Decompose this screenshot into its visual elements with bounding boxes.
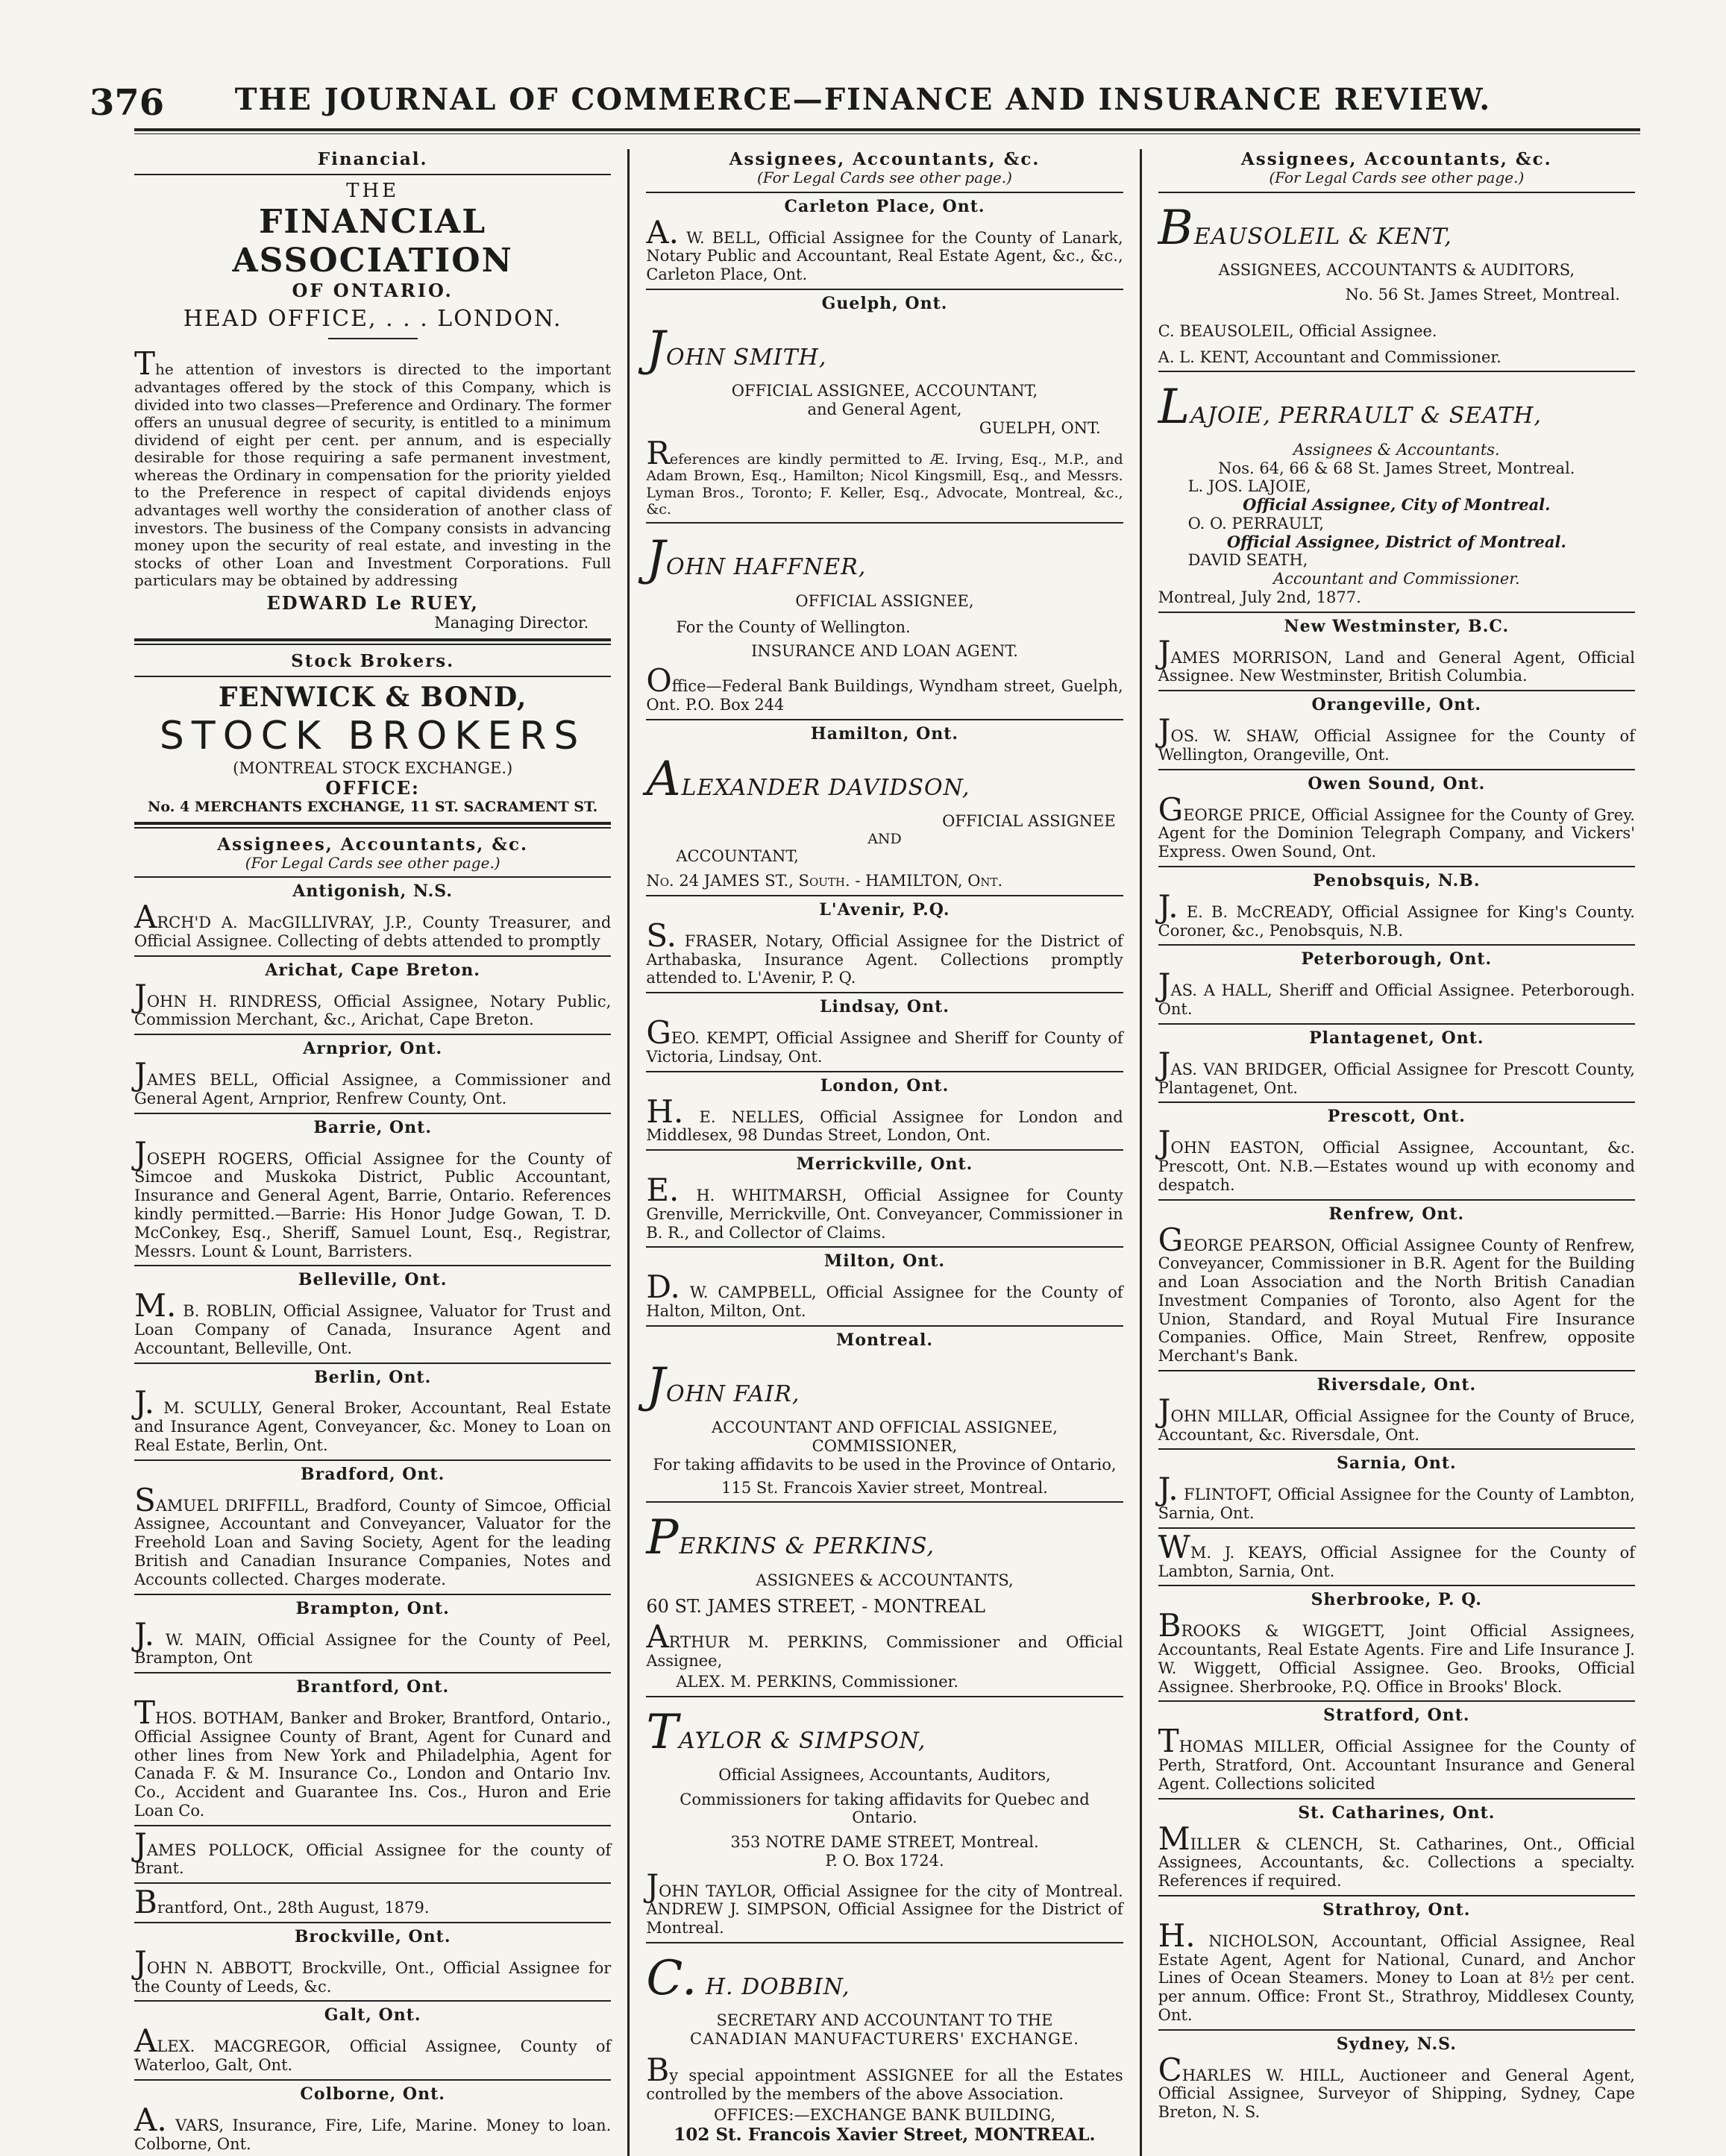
city-heading: Owen Sound, Ont. — [1308, 773, 1486, 793]
city-heading: Belleville, Ont. — [298, 1270, 448, 1290]
section-head-stock-brokers: Stock Brokers. — [291, 651, 455, 672]
card-line: OFFICIAL ASSIGNEE, ACCOUNTANT, — [731, 382, 1038, 400]
column-2 — [646, 149, 1123, 2156]
card-line: A. L. KENT, Accountant and Commissioner. — [1158, 348, 1501, 366]
card-name: ALEXANDER DAVIDSON, — [646, 751, 970, 807]
city-heading: Hamilton, Ont. — [810, 723, 959, 744]
city-heading: Colborne, Ont. — [300, 2084, 445, 2104]
listing: JAMES POLLOCK, Official Assignee for the county of Brant. — [134, 1826, 612, 1878]
divider — [646, 1246, 1123, 1248]
header-rule — [134, 128, 1640, 134]
ad-title-fenwick-bond: FENWICK & BOND, — [218, 682, 527, 714]
ad-the: THE — [346, 180, 400, 203]
listing: Brantford, Ont., 28th August, 1879. — [134, 1884, 430, 1921]
listing: S. FRASER, Notary, Official Assignee for the District of Arthabaska, Insurance Agent. Collections promptly attended to. L'Avenir, P. Q. — [646, 917, 1123, 987]
divider — [134, 955, 611, 957]
card-line: AND — [867, 830, 902, 847]
card-line: and General Agent, — [807, 400, 962, 419]
card-line: OFFICIAL ASSIGNEE — [942, 812, 1116, 831]
divider — [134, 1594, 611, 1595]
divider — [1158, 769, 1635, 770]
card-line: Official Assignee, District of Montreal. — [1226, 532, 1566, 551]
card-line: Accountant and Commissioner. — [1272, 570, 1520, 588]
section-head-assignees: Assignees, Accountants, &c. — [1240, 149, 1552, 169]
divider — [328, 338, 418, 339]
section-head-assignees: Assignees, Accountants, &c. — [729, 149, 1041, 169]
page-number: 376 — [90, 82, 165, 124]
divider — [1158, 371, 1635, 372]
card-line: For the County of Wellington. — [676, 617, 911, 636]
listing: THOS. BOTHAM, Banker and Broker, Brantford, Ontario., Official Assignee County of Brant, Agent for Cunard and other lines from New York and Philadelphia, Agent for Canada F. & M. Insurance Co., London and Ontario Inv. Co., Accident and Guarantee Ins. Cos., Huron and Erie Loan Co. — [134, 1694, 612, 1820]
divider — [134, 676, 611, 677]
city-heading: Milton, Ont. — [823, 1251, 946, 1272]
listing: GEORGE PEARSON, Official Assignee County of Renfrew, Conveyancer, Commissioner in B.R. Agent for the Building and Loan Association and the North British Canadian Investment Companies of Toronto, also Agent for the Union, Standard, and Royal Mutual Fire Insurance Companies. Office, Main Street, Renfrew, opposite Merchant's Bank. — [1158, 1221, 1635, 1365]
divider — [646, 992, 1123, 993]
card-name: JOHN FAIR, — [646, 1357, 800, 1413]
divider — [134, 1265, 611, 1266]
divider — [646, 1501, 1123, 1503]
entries-list — [134, 876, 611, 2153]
running-title: THE JOURNAL OF COMMERCE—FINANCE AND INSURANCE REVIEW. — [234, 82, 1492, 117]
listing: A. W. BELL, Official Assignee for the County of Lanark, Notary Public and Accountant, Real Estate Agent, &c., &c., Carleton Place, Ont. — [646, 213, 1123, 284]
listing: ARCH'D A. MacGILLIVRAY, J.P., County Treasurer, and Official Assignee. Collecting of debts attended to promptly — [134, 899, 612, 950]
card-line: Official Assignee, City of Montreal. — [1243, 495, 1551, 515]
card-line: ACCOUNTANT, — [676, 847, 799, 866]
divider — [134, 174, 611, 175]
divider — [134, 1459, 611, 1461]
listing: GEO. KEMPT, Official Assignee and Sheriff for County of Victoria, Lindsay, Ont. — [646, 1014, 1123, 1066]
listing: JAMES BELL, Official Assignee, a Commissioner and General Agent, Arnprior, Renfrew County, Ont. — [134, 1056, 612, 1107]
card-line: ASSIGNEES, ACCOUNTANTS & AUDITORS, — [1218, 261, 1575, 280]
divider — [1158, 1700, 1635, 1702]
card-line: JOHN TAYLOR, Official Assignee for the city of Montreal. ANDREW J. SIMPSON, Official Assignee for the District of Montreal. — [646, 1867, 1123, 1937]
divider — [646, 1325, 1123, 1327]
listing: J. W. MAIN, Official Assignee for the County of Peel, Brampton, Ont — [134, 1615, 612, 1668]
card-line: GUELPH, ONT. — [979, 418, 1101, 437]
city-heading: Merrickville, Ont. — [796, 1154, 973, 1175]
section-subhead: (For Legal Cards see other page.) — [757, 169, 1012, 187]
divider — [134, 1882, 611, 1884]
listing: D. W. CAMPBELL, Official Assignee for the County of Halton, Milton, Ont. — [646, 1269, 1123, 1321]
divider — [1158, 1585, 1635, 1586]
card-line: C. BEAUSOLEIL, Official Assignee. — [1158, 321, 1437, 340]
divider — [1158, 1798, 1635, 1800]
divider — [134, 876, 611, 878]
card-line: INSURANCE AND LOAN AGENT. — [751, 642, 1018, 661]
divider — [646, 1071, 1123, 1072]
ad-exchange: (MONTREAL STOCK EXCHANGE.) — [233, 759, 513, 778]
city-heading: Galt, Ont. — [324, 2005, 421, 2025]
card-name: TAYLOR & SIMPSON, — [646, 1705, 926, 1761]
card-name: PERKINS & PERKINS, — [646, 1510, 935, 1566]
listing: JAS. A HALL, Sheriff and Official Assignee. Peterborough. Ont. — [1158, 967, 1635, 1019]
listing: ALEX. MACGREGOR, Official Assignee, County of Waterloo, Galt, Ont. — [134, 2023, 612, 2075]
card-line: 102 St. Francois Xavier Street, MONTREAL. — [674, 2125, 1096, 2146]
listing: JAMES MORRISON, Land and General Agent, Official Assignee. New Westminster, British Columbia. — [1158, 633, 1635, 685]
city-heading: Barrie, Ont. — [313, 1117, 432, 1137]
section-head-assignees: Assignees, Accountants, &c. — [217, 834, 529, 855]
card-line: P. O. Box 1724. — [825, 1851, 944, 1870]
divider — [646, 192, 1123, 193]
divider — [134, 1825, 611, 1826]
card-line: OFFICES:—EXCHANGE BANK BUILDING, — [713, 2106, 1056, 2125]
divider — [1158, 1370, 1635, 1371]
divider — [134, 1922, 611, 1923]
city-heading: Plantagenet, Ont. — [1309, 1028, 1484, 1048]
section-subhead: (For Legal Cards see other page.) — [1269, 169, 1525, 187]
ad-office-label: OFFICE: — [325, 776, 420, 799]
divider — [1158, 944, 1635, 946]
card-name: BEAUSOLEIL & KENT, — [1158, 200, 1452, 256]
card-line: Assignees & Accountants. — [1293, 440, 1500, 459]
city-heading: Strathroy, Ont. — [1322, 1899, 1471, 1920]
divider — [134, 2000, 611, 2002]
listing: JOHN EASTON, Official Assignee, Accountant, &c. Prescott, Ont. N.B.—Estates wound up with economy and despatch. — [1158, 1124, 1635, 1194]
divider — [646, 895, 1123, 896]
card-name: LAJOIE, PERRAULT & SEATH, — [1158, 380, 1542, 436]
city-heading: Berlin, Ont. — [314, 1367, 432, 1387]
card-refs: References are kindly permitted to Æ. Irving, Esq., M.P., and Adam Brown, Esq., Hamilton; Nicol Kingsmill, Esq., and Messrs. Lyman Bros., Toronto; F. Keller, Esq., Advocate, Montreal, &c., &c. — [646, 434, 1123, 518]
card-line: ACCOUNTANT AND OFFICIAL ASSIGNEE, — [712, 1418, 1058, 1437]
listing: THOMAS MILLER, Official Assignee for the County of Perth, Stratford, Ont. Accountant Insurance and General Agent. Collections solicited — [1158, 1723, 1635, 1793]
city-heading: L'Avenir, P.Q. — [819, 899, 950, 920]
listing: MILLER & CLENCH, St. Catharines, Ont., Official Assignees, Accountants, &c. Collections a specialty. References if required. — [1158, 1820, 1635, 1891]
card-line: Official Assignees, Accountants, Auditors, — [718, 1765, 1051, 1784]
city-heading: Sydney, N.S. — [1336, 2034, 1457, 2054]
ad-address: No. 4 MERCHANTS EXCHANGE, 11 ST. SACRAMENT ST. — [148, 799, 598, 816]
city-heading: New Westminster, B.C. — [1284, 616, 1510, 636]
card-line: Office—Federal Bank Buildings, Wyndham street, Guelph, Ont. P.O. Box 244 — [646, 662, 1123, 714]
section-subhead: (For Legal Cards see other page.) — [245, 853, 500, 872]
divider — [134, 1034, 611, 1035]
card-line: ASSIGNEES & ACCOUNTANTS, — [756, 1571, 1014, 1589]
divider — [1158, 866, 1635, 867]
card-line: 60 ST. JAMES STREET, - MONTREAL — [646, 1595, 985, 1617]
card-line: 353 NOTRE DAME STREET, Montreal. — [730, 1833, 1039, 1852]
city-heading: Montreal. — [835, 1330, 934, 1350]
listing: A. VARS, Insurance, Fire, Life, Marine. Money to loan. Colborne, Ont. — [134, 2101, 612, 2153]
column-rule — [627, 149, 630, 2156]
divider — [1158, 1895, 1635, 1896]
column-3 — [1158, 149, 1635, 2156]
card-name: JOHN SMITH, — [646, 321, 827, 377]
listing: GEORGE PRICE, Official Assignee for the County of Grey. Agent for the Dominion Telegraph Company, and Vickers' Express. Owen Sound, Ont. — [1158, 791, 1635, 861]
card-line: No. 56 St. James Street, Montreal. — [1345, 286, 1620, 304]
column-1 — [134, 149, 611, 2156]
card-line: Nos. 64, 66 & 68 St. James Street, Montreal. — [1218, 459, 1575, 477]
divider — [134, 2079, 611, 2081]
card-line: 115 St. Francois Xavier street, Montreal. — [721, 1478, 1048, 1497]
city-heading: Sarnia, Ont. — [1337, 1453, 1457, 1474]
card-line: For taking affidavits to be used in the Province of Ontario, — [653, 1455, 1117, 1474]
divider — [1158, 690, 1635, 691]
card-line: O. O. PERRAULT, — [1187, 514, 1325, 532]
divider — [1158, 2029, 1635, 2031]
listing: JOSEPH ROGERS, Official Assignee for the County of Simcoe and Muskoka District, Public Accountant, Insurance and General Agent, Barrie, Ontario. References kindly permitted.—Barrie: His Honor Judge Gowan, T. D. McConkey, Esq., Sheriff, Samuel Lount, Esq., Registrar, Messrs. Lount & Lount, Barristers. — [134, 1134, 612, 1260]
card-line: DAVID SEATH, — [1187, 551, 1308, 570]
city-heading: Penobsquis, N.B. — [1313, 870, 1481, 890]
city-heading: Arnprior, Ont. — [303, 1039, 443, 1059]
listing: SAMUEL DRIFFILL, Bradford, County of Simcoe, Official Assignee, Accountant and Conveyancer, Valuator for the Freehold Loan and Saving Society, Agent for the leading British and Canadian Insurance Companies, Notes and Accounts collected. Charges moderate. — [134, 1481, 612, 1588]
city-heading: Riversdale, Ont. — [1317, 1374, 1477, 1395]
divider — [134, 1113, 611, 1114]
city-heading: Carleton Place, Ont. — [784, 196, 985, 216]
city-heading: Peterborough, Ont. — [1301, 949, 1493, 969]
divider — [646, 1942, 1123, 1943]
ad-subtitle: OF ONTARIO. — [292, 279, 454, 301]
listing: JAS. VAN BRIDGER, Official Assignee for Prescott County, Plantagenet, Ont. — [1158, 1045, 1635, 1097]
card-line: ARTHUR M. PERKINS, Commissioner and Official Assignee, — [646, 1618, 1123, 1670]
divider — [1158, 612, 1635, 613]
listing: E. H. WHITMARSH, Official Assignee for County Grenville, Merrickville, Ont. Conveyancer, Commissioner in B. R., and Collector of Claims. — [646, 1172, 1123, 1242]
listing: J. M. SCULLY, General Broker, Accountant, Real Estate and Insurance Agent, Conveyancer, &c. Money to Loan on Real Estate, Berlin, Ont. — [134, 1384, 612, 1454]
columns — [134, 149, 1635, 2156]
city-heading: Orangeville, Ont. — [1311, 695, 1482, 715]
card-line: ALEX. M. PERKINS, Commissioner. — [676, 1673, 959, 1691]
card-line: Commissioners for taking affidavits for Quebec and Ontario. — [680, 1790, 1090, 1827]
city-heading: Stratford, Ont. — [1323, 1706, 1470, 1726]
divider — [646, 1696, 1123, 1697]
city-heading: London, Ont. — [820, 1075, 950, 1096]
double-divider — [134, 822, 611, 829]
city-heading: Prescott, Ont. — [1327, 1107, 1466, 1127]
divider — [646, 289, 1123, 290]
divider — [1158, 1199, 1635, 1201]
divider — [646, 522, 1123, 524]
card-line: CANADIAN MANUFACTURERS' EXCHANGE. — [690, 2030, 1079, 2049]
listing: BROOKS & WIGGETT, Joint Official Assignees, Accountants, Real Estate Agents. Fire and Life Insurance J. W. Wiggett, Official Assignee. Geo. Brooks, Official Assignee. Sherbrooke, P.Q. Office in Brooks' Block. — [1158, 1607, 1635, 1696]
divider — [646, 1149, 1123, 1151]
city-heading: Renfrew, Ont. — [1328, 1204, 1465, 1224]
listing: M. B. ROBLIN, Official Assignee, Valuator for Trust and Loan Company of Canada, Insurance Agent and Accountant, Belleville, Ont. — [134, 1287, 612, 1357]
card-line: OFFICIAL ASSIGNEE, — [795, 591, 974, 610]
ad-body: The attention of investors is directed to the important advantages offered by the stock of this Company, which is divided into two classes—Preference and Ordinary. The former offers an unusual degree of security, is entitled to a minimum dividend of eight per cent. per annum, and is especially desirable for those requiring a safe permanent investment, whereas the Ordinary in compensation for the priority yielded to the Preference in respect of capital dividends enjoys advantages well worthy the consideration of another class of investors. The business of the Company consists in advancing money upon the security of real estate, and investing in the stocks of other Loan and Investment Corporations. Full particulars may be obtained by addressing — [134, 345, 612, 590]
city-heading: Brockville, Ont. — [294, 1926, 451, 1946]
card-line: COMMISSIONER, — [812, 1437, 958, 1456]
entries-list — [646, 895, 1123, 1321]
card-name: JOHN HAFFNER, — [646, 531, 867, 587]
city-heading: St. Catharines, Ont. — [1298, 1803, 1496, 1823]
divider — [1158, 1527, 1635, 1529]
city-heading: Arichat, Cape Breton. — [265, 960, 480, 980]
ad-stock-brokers: STOCK BROKERS — [159, 713, 586, 758]
divider — [1158, 1448, 1635, 1450]
column-rule — [1140, 149, 1142, 2156]
city-heading: Antigonish, N.S. — [292, 881, 454, 902]
listing: WM. J. KEAYS, Official Assignee for the County of Lambton, Sarnia, Ont. — [1158, 1528, 1635, 1580]
card-line: SECRETARY AND ACCOUNTANT TO THE — [716, 2011, 1053, 2030]
ad-title-financial-association: FINANCIAL ASSOCIATION — [232, 202, 513, 280]
listing: JOHN N. ABBOTT, Brockville, Ont., Official Assignee for the County of Leeds, &c. — [134, 1943, 612, 1996]
listing: H. NICHOLSON, Accountant, Official Assignee, Real Estate Agent, Agent for National, Cunard, and Anchor Lines of Ocean Steamers. Money to Loan at 8½ per cent. per annum. Office: Front St., Strathroy, Middlesex County, Ont. — [1158, 1917, 1635, 2024]
ad-head-office: HEAD OFFICE, . . . LONDON. — [183, 305, 562, 332]
listing: JOS. W. SHAW, Official Assignee for the County of Wellington, Orangeville, Ont. — [1158, 712, 1635, 764]
ad-signature: EDWARD Le RUEY, — [266, 592, 479, 615]
listing: J. E. B. McCREADY, Official Assignee for King's County. Coroner, &c., Penobsquis, N.B. — [1158, 887, 1635, 940]
city-heading: Brampton, Ont. — [295, 1598, 450, 1618]
divider — [1158, 1101, 1635, 1103]
divider — [1158, 192, 1635, 193]
listing: H. E. NELLES, Official Assignee for London and Middlesex, 98 Dundas Street, London, Ont. — [646, 1093, 1123, 1145]
card-line: No. 24 JAMES ST., South. - HAMILTON, Ont. — [646, 872, 1003, 890]
divider — [134, 1672, 611, 1673]
section-head-financial: Financial. — [317, 149, 428, 169]
card-line: By special appointment ASSIGNEE for all the Estates controlled by the members of the above Association. — [646, 2051, 1123, 2103]
city-heading: Bradford, Ont. — [301, 1464, 445, 1484]
listing: CHARLES W. HILL, Auctioneer and General Agent, Official Assignee, Surveyor of Shipping, Sydney, Cape Breton, N. S. — [1158, 2051, 1635, 2122]
listing: JOHN MILLAR, Official Assignee for the County of Bruce, Accountant, &c. Riversdale, Ont. — [1158, 1392, 1635, 1444]
ad-role: Managing Director. — [434, 614, 589, 632]
card-name: C. H. DOBBIN, — [646, 1950, 850, 2006]
entries-list — [1158, 612, 1635, 2122]
card-line: L. JOS. LAJOIE, — [1187, 477, 1311, 496]
city-heading: Brantford, Ont. — [296, 1677, 450, 1697]
listing: JOHN H. RINDRESS, Official Assignee, Notary Public, Commission Merchant, &c., Arichat, Cape Breton. — [134, 977, 612, 1029]
city-heading: Guelph, Ont. — [821, 293, 948, 313]
divider — [134, 1363, 611, 1364]
card-line: Montreal, July 2nd, 1877. — [1158, 588, 1361, 606]
double-divider — [134, 638, 611, 645]
city-heading: Sherbrooke, P. Q. — [1311, 1590, 1482, 1610]
city-heading: Lindsay, Ont. — [820, 997, 950, 1017]
divider — [1158, 1023, 1635, 1025]
listing: J. FLINTOFT, Official Assignee for the County of Lambton, Sarnia, Ont. — [1158, 1471, 1635, 1523]
divider — [646, 719, 1123, 720]
